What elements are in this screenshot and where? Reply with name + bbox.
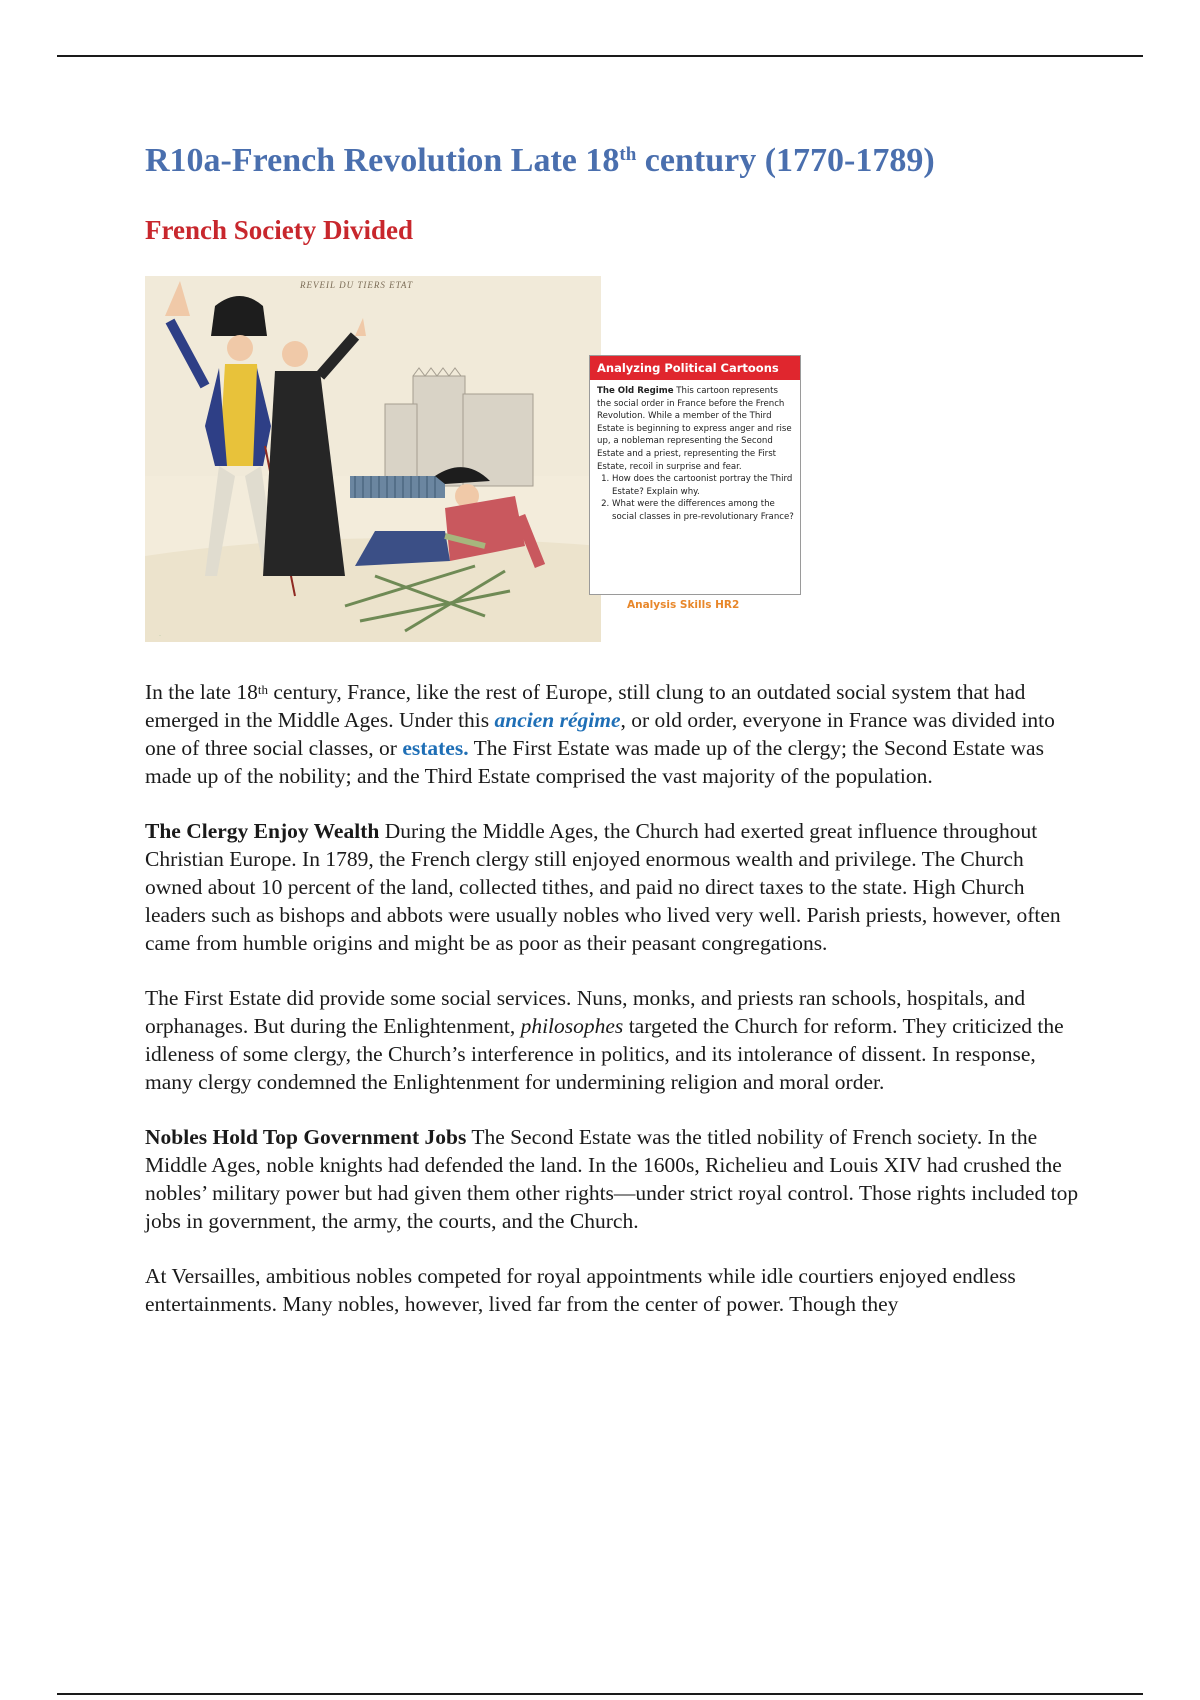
top-rule (57, 55, 1143, 57)
cartoon-caption: REVEIL DU TIERS ETAT (300, 280, 414, 290)
page-title: R10a-French Revolution Late 18th century (1770-1789) (145, 142, 935, 179)
paragraph-versailles: At Versailles, ambitious nobles competed for royal appointments while idle courtiers enjoyed endless entertainments. Many nobles, however, lived far from the center of power. Though they (145, 1264, 1016, 1316)
paragraph-clergy-wealth: The Clergy Enjoy Wealth During the Middle Ages, the Church had exerted great influence throughout Christian Europe. In 1789, the French clergy still enjoyed enormous wealth and privilege. The Church owned about 10 percent of the land, collected tithes, and paid no direct taxes to the state. High Church leaders such as bishops and abbots were usually nobles who lived very well. Parish priests, however, often came from humble origins and might be as poor as their peasant congregations. (145, 819, 1061, 955)
section-heading: French Society Divided (145, 215, 413, 245)
bottom-rule (57, 1693, 1143, 1695)
term-estates: estates. (402, 736, 469, 760)
article-body (145, 678, 1085, 1345)
subhead-nobles: Nobles Hold Top Government Jobs (145, 1125, 467, 1149)
subhead-clergy: The Clergy Enjoy Wealth (145, 819, 380, 843)
term-ancien-regime: ancien régime (494, 708, 621, 732)
paragraph-nobles-jobs: Nobles Hold Top Government Jobs The Second Estate was the titled nobility of French society. In the Middle Ages, noble knights had defended the land. In the 1600s, Richelieu and Louis XIV had crushed the nobles’ military power but had given them other rights—under strict royal control. Those rights included top jobs in government, the army, the courts, and the Church. (145, 1125, 1079, 1233)
soldiers-row (350, 476, 445, 498)
paragraph-ancien-regime: In the late 18th century, France, like the rest of Europe, still clung to an outdated social system that had emerged in the Middle Ages. Under this ancien régime, or old order, everyone in France was divided into one of three social classes, or estates. The First Estate was made up of the clergy; the Second Estate was made up of the nobility; and the Third Estate comprised the vast majority of the population. (145, 680, 1055, 788)
feature-questions (597, 473, 794, 523)
feature-question: 1. How does the cartoonist portray the Third Estate? Explain why. (612, 473, 794, 498)
feature-header: Analyzing Political Cartoons (590, 356, 800, 380)
svg-text:.: . (159, 629, 161, 638)
feature-lead: The Old Regime (597, 386, 674, 396)
analysis-feature-box (589, 355, 801, 595)
paragraph-first-estate-services: The First Estate did provide some social services. Nuns, monks, and priests ran schools, hospitals, and orphanages. But during the Enlightenment, philosophes targeted the Church for reform. They criticized the idleness of some clergy, the Church’s interference in politics, and its intolerance of dissent. In response, many clergy condemned the Enlightenment for undermining religion and moral order. (145, 986, 1064, 1094)
feature-question: 2. What were the differences among the social classes in pre-revolutionary France? (612, 498, 794, 523)
feature-description: This cartoon represents the social order in France before the French Revolution. While a member of the Third Estate is beginning to express anger and rise up, a nobleman representing the Second Estate and a priest, representing the First Estate, recoil in surprise and fear. (597, 386, 792, 472)
political-cartoon-image (145, 276, 601, 642)
analysis-skills-label: Analysis Skills HR2 (627, 599, 740, 611)
feature-body (590, 380, 800, 524)
